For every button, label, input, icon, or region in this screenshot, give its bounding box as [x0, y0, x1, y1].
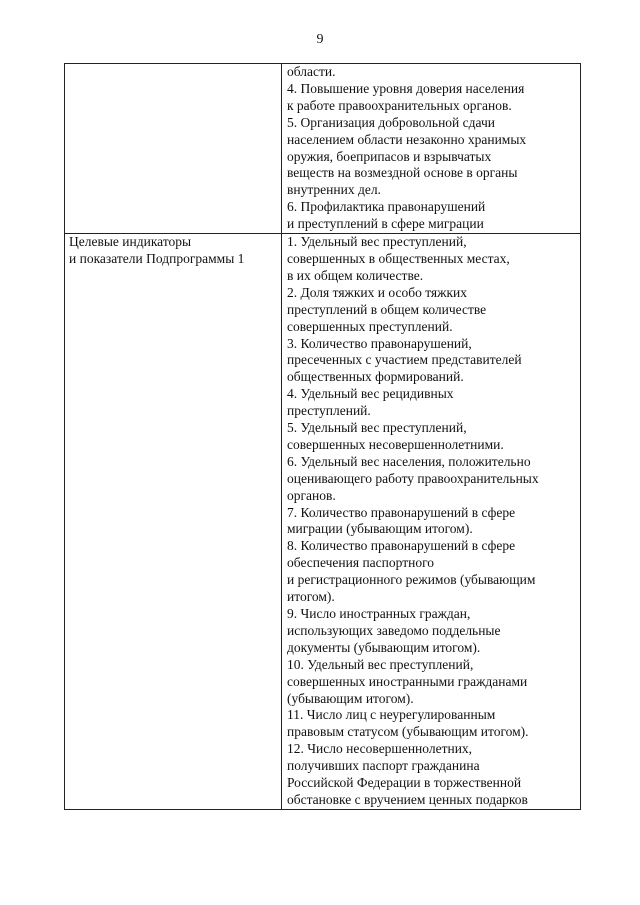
row-content-line: 4. Повышение уровня доверия населения [287, 80, 525, 96]
row-content-line: совершенных преступлений. [287, 318, 453, 334]
row-content-line: оружия, боеприпасов и взрывчатых [287, 148, 492, 164]
row-content-line: правовым статусом (убывающим итогом). [287, 724, 529, 740]
row-content-line: 6. Профилактика правонарушений [287, 199, 486, 215]
row-content-line: 9. Число иностранных граждан, [287, 606, 471, 621]
row-content-line: оценивающего работу правоохранительных [287, 470, 539, 486]
program-table [64, 63, 581, 810]
row-content-line: внутренних дел. [287, 182, 381, 198]
row-content-line: миграции (убывающим итогом). [287, 521, 473, 537]
row-content-line: органов. [287, 487, 336, 503]
row-label-cell [65, 64, 282, 234]
row-content-line: 1. Удельный вес преступлений, [287, 234, 467, 250]
row-content-line: и преступлений в сфере миграции [287, 216, 484, 232]
row-content-line: совершенных несовершеннолетними. [287, 436, 504, 452]
program-table-body [65, 64, 581, 810]
row-content-line: общественных формирований. [287, 369, 464, 385]
row-content-line: населением области незаконно хранимых [287, 131, 527, 147]
row-content-line: обеспечения паспортного [287, 555, 435, 571]
row-content-line: (убывающим итогом). [287, 690, 414, 706]
row-content-line: 3. Количество правонарушений, [287, 335, 472, 351]
row-content-line: области. [287, 64, 336, 79]
row-content-line: итогом). [287, 589, 335, 605]
page-number: 9 [316, 32, 324, 47]
row-content-line: 6. Удельный вес населения, положительно [287, 453, 531, 469]
row-content-line: 8. Количество правонарушений в сфере [287, 538, 516, 554]
row-content-line: 12. Число несовершеннолетних, [287, 741, 473, 757]
row-content-line: совершенных иностранными гражданами [287, 673, 528, 689]
row-content-line: к работе правоохранительных органов. [287, 97, 512, 113]
row-content-line: получивших паспорт гражданина [287, 758, 480, 774]
row-label-line: и показатели Подпрограммы 1 [69, 250, 245, 266]
row-content-line: обстановке с вручением ценных подарков [287, 791, 528, 807]
row-content-line: преступлений в общем количестве [287, 301, 487, 317]
row-label-cell [65, 234, 282, 810]
row-content-line: пресеченных с участием представителей [287, 352, 522, 368]
row-content-line: совершенных в общественных местах, [287, 250, 510, 266]
row-content-line: 5. Удельный вес преступлений, [287, 420, 467, 436]
row-content-line: преступлений. [287, 403, 371, 419]
row-content-line: использующих заведомо поддельные [287, 622, 501, 638]
row-content-line: веществ на возмездной основе в органы [287, 165, 518, 181]
row-content-line: 7. Количество правонарушений в сфере [287, 504, 516, 520]
row-content-line: и регистрационного режимов (убывающим [287, 572, 536, 588]
table-row [65, 64, 581, 234]
row-content-line: 10. Удельный вес преступлений, [287, 656, 474, 672]
row-content-line: 2. Доля тяжких и особо тяжких [287, 284, 467, 300]
row-content-cell [282, 64, 581, 234]
row-content-line: 11. Число лиц с неурегулированным [287, 707, 496, 723]
row-content-line: документы (убывающим итогом). [287, 639, 481, 655]
row-content-cell [282, 234, 581, 810]
row-content-line: в их общем количестве. [287, 267, 424, 283]
row-label-line: Целевые индикаторы [69, 234, 192, 250]
row-content-line: 4. Удельный вес рецидивных [287, 386, 454, 402]
row-content-line: Российской Федерации в торжественной [287, 775, 522, 791]
row-content-line: 5. Организация добровольной сдачи [287, 114, 495, 130]
table-row [65, 234, 581, 810]
